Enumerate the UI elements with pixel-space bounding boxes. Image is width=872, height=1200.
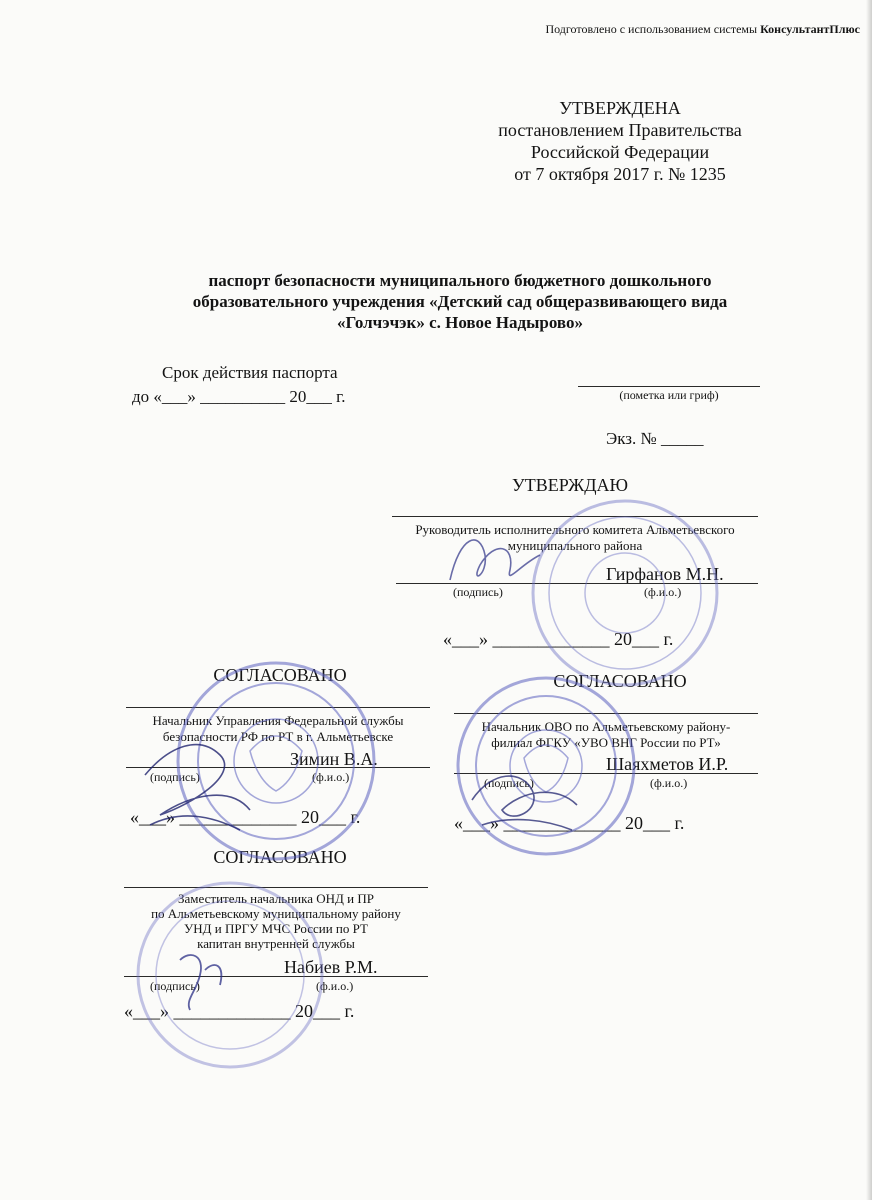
approval-line-3: от 7 октября 2017 г. № 1235 [514, 164, 726, 184]
agreed-ovo-title: СОГЛАСОВАНО [553, 671, 687, 691]
approval-title: УТВЕРЖДЕНА [559, 98, 681, 118]
agreed-fsb-date: «___» _____________ 20___ г. [130, 807, 361, 827]
approve-sign-caption: (подпись) [453, 585, 503, 599]
signature-girfanov-icon [440, 525, 550, 595]
agreed-fsb-position-2: безопасности РФ по РТ в г. Альметьевске [162, 729, 394, 744]
approve-position-2: муниципального района [507, 538, 643, 553]
agreed-mchs-position-2: по Альметьевскому муниципальному району [151, 906, 401, 921]
approve-name: Гирфанов М.Н. [606, 564, 724, 584]
validity-label: Срок действия паспорта [162, 363, 338, 382]
approval-block [470, 97, 770, 185]
agreed-mchs-date: «___» _____________ 20___ г. [124, 1001, 355, 1021]
approval-line-2: Российской Федерации [530, 142, 710, 162]
mark-caption: (пометка или гриф) [619, 388, 719, 402]
agreed-ovo-sign-caption: (подпись) [484, 776, 534, 790]
agreed-fsb-sign-caption: (подпись) [150, 770, 200, 784]
agreed-mchs-position-4: капитан внутренней службы [197, 936, 355, 951]
validity-date: до «___» __________ 20___ г. [132, 387, 346, 406]
agreed-mchs-title: СОГЛАСОВАНО [213, 847, 347, 867]
signature-shayakhmetov-icon [462, 730, 592, 840]
agreed-mchs-position-3: УНД и ПРГУ МЧС России по РТ [184, 921, 368, 936]
agreed-mchs-position-1: Заместитель начальника ОНД и ПР [178, 891, 374, 906]
agreed-fsb-name: Зимин В.А. [290, 749, 378, 769]
approval-line-1: постановлением Правительства [498, 120, 742, 140]
approve-title: УТВЕРЖДАЮ [511, 475, 629, 495]
title-line-3: «Голчэчэк» с. Новое Надырово» [337, 313, 583, 332]
title-line-2: образовательного учреждения «Детский сад общеразвивающего вида [192, 292, 728, 311]
stamp-executive-committee-icon [520, 488, 730, 698]
signature-nabiev-icon [160, 940, 250, 1020]
header-prefix: Подготовлено с использованием системы [545, 22, 758, 36]
agreed-mchs-sign-caption: (подпись) [150, 979, 200, 993]
copy-number: Экз. № _____ [606, 429, 704, 448]
agreed-ovo-position-1: Начальник ОВО по Альметьевскому району- [481, 719, 731, 734]
mark-line [578, 386, 760, 387]
header-brand: КонсультантПлюс [760, 22, 860, 36]
consultant-header [470, 22, 860, 37]
approve-fio-caption: (ф.и.о.) [644, 585, 682, 599]
document-title [100, 270, 820, 333]
approve-position-1: Руководитель исполнительного комитета Альметьевского [415, 522, 735, 537]
signature-zimin-icon [130, 715, 270, 845]
agreed-ovo-date: «___» _____________ 20___ г. [454, 813, 685, 833]
approve-date: «___» _____________ 20___ г. [443, 629, 674, 649]
agreed-ovo-fio-caption: (ф.и.о.) [650, 776, 688, 790]
agreed-fsb-fio-caption: (ф.и.о.) [312, 770, 350, 784]
agreed-mchs-name: Набиев Р.М. [284, 957, 378, 977]
agreed-ovo-position-2: филиал ФГКУ «УВО ВНГ России по РТ» [491, 735, 721, 750]
agreed-ovo-name: Шаяхметов И.Р. [606, 754, 729, 774]
agreed-fsb-position-1: Начальник Управления Федеральной службы [152, 713, 404, 728]
page-edge-shadow [866, 0, 872, 1200]
title-line-1: паспорт безопасности муниципального бюджетного дошкольного [208, 271, 712, 290]
agreed-fsb-title: СОГЛАСОВАНО [213, 665, 347, 685]
agreed-mchs-fio-caption: (ф.и.о.) [316, 979, 354, 993]
